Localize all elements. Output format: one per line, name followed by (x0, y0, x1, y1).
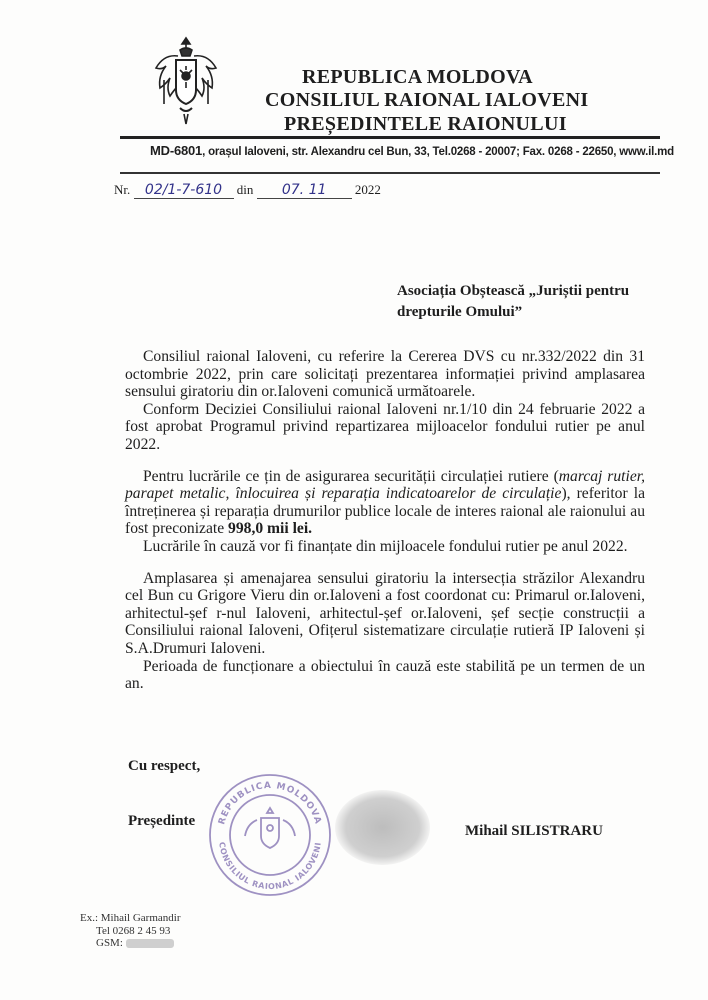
works-list: marcaj rutier, parapet metalic, înlocuirea și reparația indicatoarelor de circulație (125, 467, 645, 503)
recipient-block (397, 281, 667, 323)
paragraph-decision: Conform Deciziei Consiliului raional Ialoveni nr.1/10 din 24 februarie 2022 a fost aprobat Programul privind repartizarea mijloacelor fondului rutier pe anul 2022. (125, 400, 645, 453)
closing-phrase: Cu respect, (128, 758, 201, 774)
reg-date-handwritten: 07. 11 (257, 182, 352, 199)
paragraph-period: Perioada de funcționare a obiectului în cauză este stabilită pe un termen de un an. (125, 657, 645, 693)
paragraph-funding: Pentru lucrările ce țin de asigurarea securității circulației rutiere (marcaj rutier, parapet metalic, înlocuirea și reparația indicatoarelor de circulație), referitor la întreținerea și reparația drumurilor publice locale de interes raional ale raionului au fost preconizate 998,0 mii lei. (125, 467, 645, 538)
reg-year: 2022 (354, 182, 381, 197)
header-council: CONSILIUL RAIONAL IALOVENI (265, 89, 589, 111)
official-stamp-icon (205, 770, 335, 900)
executor-gsm: GSM: (80, 937, 181, 950)
stamp-text-top: REPUBLICA MOLDOVA (217, 780, 323, 826)
reg-din-label: din (236, 182, 254, 197)
redacted-signature (335, 790, 430, 865)
letter-body (125, 348, 645, 693)
paragraph-coordination: Amplasarea și amenajarea sensului giratoriu la intersecția străzilor Alexandru cel Bun cu Grigore Vieru din or.Ialoveni a fost coordonat cu: Primarul or.Ialoveni, arhitectul-șef r-nul Ialoveni, arhitectul-șef or.Ialoveni, șef secție construcții a Consiliului raional Ialoveni, Ofițerul sistematizare circulație rutieră IP Ialoveni și S.A.Drumuri Ialoveni. (125, 569, 645, 657)
paragraph-financing: Lucrările în cauză vor fi finanțate din mijloacele fondului rutier pe anul 2022. (143, 537, 628, 555)
executor-info (80, 912, 181, 950)
reg-nr-label: Nr. (114, 182, 131, 197)
address-postal-code: MD-6801 (150, 143, 203, 158)
reg-number-handwritten: 02/1-7-610 (134, 182, 234, 199)
executor-phone: Tel 0268 2 45 93 (96, 924, 171, 937)
recipient-line-2: drepturile Omului” (397, 304, 523, 320)
address-details: , orașul Ialoveni, str. Alexandru cel Bun, 33, Tel.0268 - 20007; Fax. 0268 - 22650, www.il.md (202, 146, 674, 158)
signatory-title: Președinte (128, 813, 196, 829)
signatory-name: Mihail SILISTRARU (465, 823, 603, 839)
header-country: REPUBLICA MOLDOVA (302, 66, 533, 88)
funding-amount: 998,0 mii lei. (228, 520, 313, 538)
recipient-line-1: Asociația Obștească „Juriștii pentru (397, 283, 630, 299)
paragraph-request-reference: Consiliul raional Ialoveni, cu referire la Cererea DVS cu nr.332/2022 din 31 octombrie 2022, prin care solicitați prezentarea informației privind amplasarea sensului giratoriu din or.Ialoveni comunică următoarele. (125, 348, 645, 401)
header-president: PREȘEDINTELE RAIONULUI (284, 113, 567, 135)
stamp-text-bottom: CONSILIUL RAIONAL IALOVENI (217, 841, 323, 892)
executor-name: Ex.: Mihail Garmandir (80, 912, 181, 924)
redacted-gsm (126, 939, 174, 948)
coat-of-arms-icon (150, 30, 222, 130)
registration-line (114, 182, 381, 199)
header-address (150, 143, 674, 158)
header-divider-bottom (120, 172, 660, 174)
header-divider-top (120, 136, 660, 139)
